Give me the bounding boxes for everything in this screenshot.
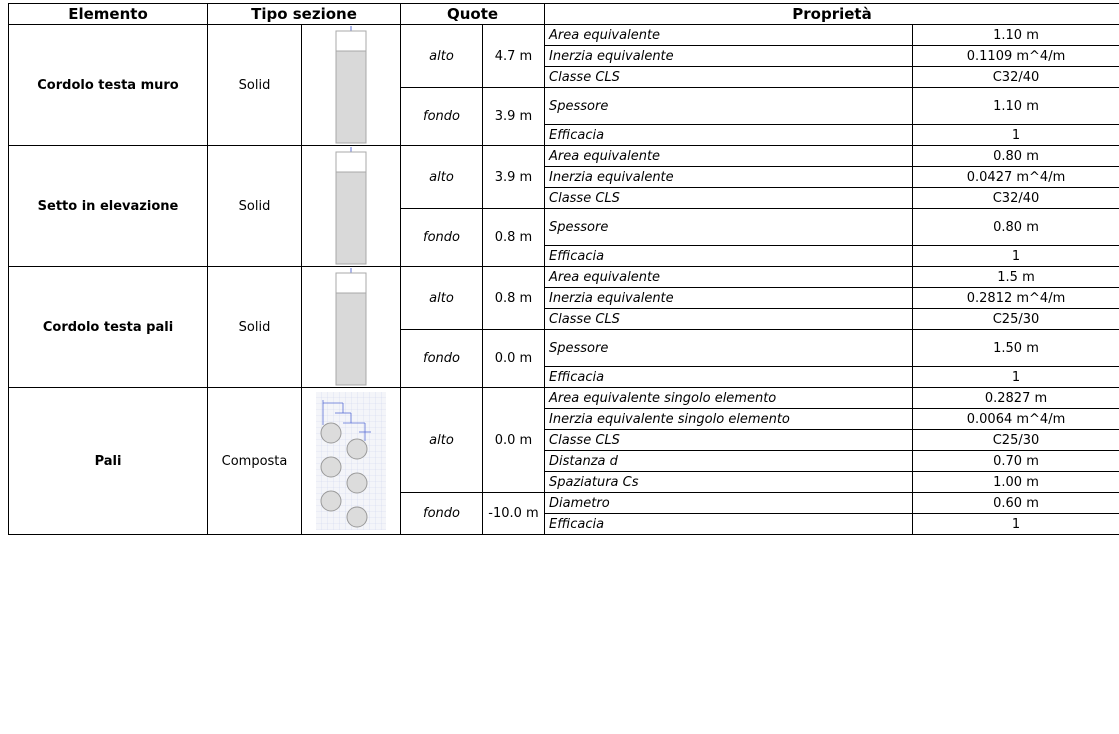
property-value: 0.80 m (913, 146, 1119, 167)
sections-table (8, 3, 1119, 535)
section-type: Solid (208, 25, 302, 146)
property-name: Inerzia equivalente singolo elemento (545, 409, 913, 430)
quota-alto-label: alto (401, 25, 483, 88)
table-row (9, 388, 1119, 409)
element-name: Cordolo testa pali (9, 267, 208, 388)
property-value: 0.0427 m^4/m (913, 167, 1119, 188)
header-elemento: Elemento (9, 4, 208, 25)
quota-alto-value: 4.7 m (483, 25, 545, 88)
quota-alto-value: 0.8 m (483, 267, 545, 330)
property-name: Spessore (545, 330, 913, 367)
property-name: Diametro (545, 493, 913, 514)
property-name: Spessore (545, 88, 913, 125)
quota-alto-value: 3.9 m (483, 146, 545, 209)
solid-section-icon (334, 146, 368, 266)
quota-fondo-label: fondo (401, 88, 483, 146)
section-type: Composta (208, 388, 302, 535)
header-quote: Quote (401, 4, 545, 25)
property-value: 0.70 m (913, 451, 1119, 472)
quota-alto-label: alto (401, 267, 483, 330)
header-tipo-sezione: Tipo sezione (208, 4, 401, 25)
quota-fondo-value: 3.9 m (483, 88, 545, 146)
property-value: 1.10 m (913, 88, 1119, 125)
quota-alto-label: alto (401, 146, 483, 209)
element-name: Pali (9, 388, 208, 535)
table-row (9, 146, 1119, 167)
property-value: 1.5 m (913, 267, 1119, 288)
property-value: C25/30 (913, 430, 1119, 451)
property-value: 0.60 m (913, 493, 1119, 514)
quota-fondo-label: fondo (401, 330, 483, 388)
property-value: 1 (913, 125, 1119, 146)
property-name: Efficacia (545, 367, 913, 388)
property-name: Area equivalente (545, 25, 913, 46)
table-row (9, 267, 1119, 288)
property-name: Area equivalente (545, 146, 913, 167)
property-name: Classe CLS (545, 67, 913, 88)
solid-section-icon (334, 267, 368, 387)
section-drawing (302, 388, 401, 535)
property-name: Efficacia (545, 246, 913, 267)
section-type: Solid (208, 267, 302, 388)
property-value: 1.10 m (913, 25, 1119, 46)
property-name: Classe CLS (545, 188, 913, 209)
table-header-row (9, 4, 1119, 25)
header-proprieta: Proprietà (545, 4, 1119, 25)
property-name: Efficacia (545, 514, 913, 535)
section-drawing (302, 25, 401, 146)
property-value: 1.00 m (913, 472, 1119, 493)
property-name: Inerzia equivalente (545, 288, 913, 309)
property-name: Classe CLS (545, 309, 913, 330)
quota-fondo-value: 0.0 m (483, 330, 545, 388)
quota-fondo-value: 0.8 m (483, 209, 545, 267)
property-name: Inerzia equivalente (545, 46, 913, 67)
property-value: 1 (913, 246, 1119, 267)
property-name: Area equivalente singolo elemento (545, 388, 913, 409)
section-type: Solid (208, 146, 302, 267)
element-name: Cordolo testa muro (9, 25, 208, 146)
property-value: C32/40 (913, 188, 1119, 209)
section-drawing (302, 267, 401, 388)
property-name: Inerzia equivalente (545, 167, 913, 188)
property-name: Classe CLS (545, 430, 913, 451)
section-drawing (302, 146, 401, 267)
quota-alto-value: 0.0 m (483, 388, 545, 493)
quota-fondo-label: fondo (401, 209, 483, 267)
property-value: 1 (913, 514, 1119, 535)
property-value: 0.80 m (913, 209, 1119, 246)
element-name: Setto in elevazione (9, 146, 208, 267)
pile-group-section-icon (315, 391, 387, 531)
table-row (9, 25, 1119, 46)
property-value: 1.50 m (913, 330, 1119, 367)
property-value: 1 (913, 367, 1119, 388)
property-value: C32/40 (913, 67, 1119, 88)
property-name: Efficacia (545, 125, 913, 146)
property-value: 0.0064 m^4/m (913, 409, 1119, 430)
property-value: C25/30 (913, 309, 1119, 330)
property-name: Distanza d (545, 451, 913, 472)
property-name: Spessore (545, 209, 913, 246)
quota-fondo-value: -10.0 m (483, 493, 545, 535)
solid-section-icon (334, 25, 368, 145)
property-name: Spaziatura Cs (545, 472, 913, 493)
quota-alto-label: alto (401, 388, 483, 493)
property-value: 0.1109 m^4/m (913, 46, 1119, 67)
quota-fondo-label: fondo (401, 493, 483, 535)
property-value: 0.2827 m (913, 388, 1119, 409)
property-name: Area equivalente (545, 267, 913, 288)
property-value: 0.2812 m^4/m (913, 288, 1119, 309)
